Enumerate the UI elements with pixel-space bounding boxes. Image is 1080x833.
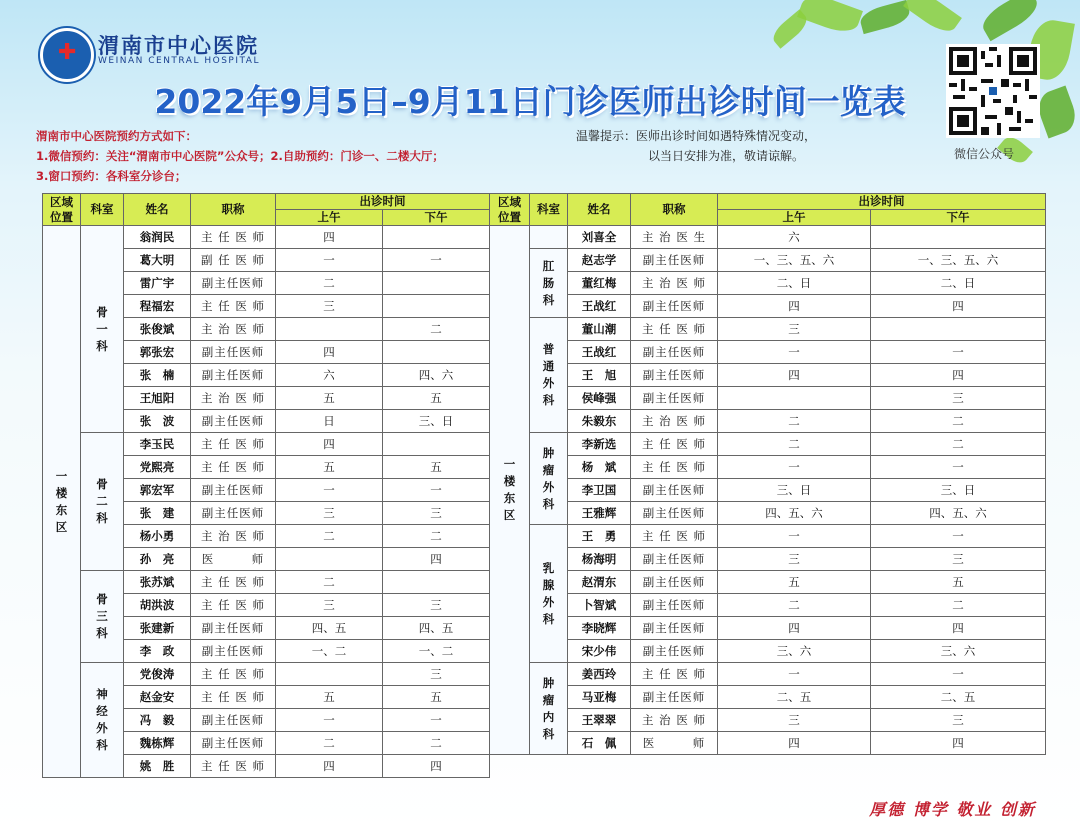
dept-cell (530, 249, 568, 318)
table-row (490, 387, 1046, 410)
am-slot: 二 (718, 410, 871, 433)
doctor-name: 姜西玲 (568, 663, 631, 686)
am-slot: 四 (718, 617, 871, 640)
pm-slot: 三 (871, 548, 1046, 571)
header-time: 出诊时间 (718, 194, 1046, 210)
doctor-name: 李晓辉 (568, 617, 631, 640)
doctor-name: 李新选 (568, 433, 631, 456)
doctor-name: 刘喜全 (568, 226, 631, 249)
doctor-name: 王 旭 (568, 364, 631, 387)
am-slot: 三 (718, 548, 871, 571)
am-slot: 二、五 (718, 686, 871, 709)
am-slot: 四、五、六 (718, 502, 871, 525)
dept-cell (81, 663, 124, 778)
pm-slot: 二 (383, 525, 490, 548)
pm-slot: 一、三、五、六 (871, 249, 1046, 272)
am-slot: 日 (276, 410, 383, 433)
doctor-name: 姚 胜 (124, 755, 191, 778)
table-row (490, 663, 1046, 686)
doctor-title: 主 治 医 师 (631, 709, 718, 732)
pm-slot: 一 (383, 709, 490, 732)
doctor-title: 主 任 医 师 (191, 295, 276, 318)
am-slot: 三 (718, 709, 871, 732)
am-slot: 四 (718, 732, 871, 755)
am-slot: 二 (718, 433, 871, 456)
table-row (490, 732, 1046, 755)
pm-slot: 四、五、六 (871, 502, 1046, 525)
hospital-motto: 厚德 博学 敬业 创新 (869, 800, 1036, 819)
doctor-title: 副主任医师 (631, 387, 718, 410)
am-slot: 三、六 (718, 640, 871, 663)
notice-tip (576, 126, 816, 166)
doctor-title: 主 任 医 师 (631, 433, 718, 456)
table-row (490, 709, 1046, 732)
pm-slot: 五 (383, 387, 490, 410)
pm-slot: 二 (383, 318, 490, 341)
doctor-name: 王战红 (568, 341, 631, 364)
pm-slot: 一、二 (383, 640, 490, 663)
doctor-title: 副主任医师 (631, 364, 718, 387)
doctor-title: 副主任医师 (631, 617, 718, 640)
dept-cell (530, 318, 568, 433)
am-slot (718, 387, 871, 410)
table-row (43, 663, 490, 686)
doctor-title: 副主任医师 (631, 686, 718, 709)
header-dept: 科室 (530, 194, 568, 226)
table-row (490, 295, 1046, 318)
am-slot: 一 (276, 709, 383, 732)
pm-slot (383, 571, 490, 594)
am-slot: 二 (276, 272, 383, 295)
pm-slot: 三 (383, 663, 490, 686)
pm-slot: 二 (871, 594, 1046, 617)
pm-slot (383, 226, 490, 249)
tip-line: 以当日安排为准，敬请谅解。 (648, 149, 805, 163)
doctor-name: 杨 斌 (568, 456, 631, 479)
doctor-title: 副主任医师 (631, 249, 718, 272)
doctor-title: 主 任 医 师 (191, 226, 276, 249)
doctor-title: 主 任 医 师 (191, 663, 276, 686)
doctor-title: 主 治 医 师 (191, 525, 276, 548)
am-slot: 五 (718, 571, 871, 594)
am-slot: 二 (276, 525, 383, 548)
dept-label: 肛肠科 (542, 258, 555, 307)
doctor-title: 副主任医师 (191, 341, 276, 364)
dept-label: 骨三科 (96, 592, 108, 640)
doctor-name: 李玉民 (124, 433, 191, 456)
doctor-title: 副主任医师 (631, 341, 718, 364)
am-slot: 四 (276, 433, 383, 456)
doctor-title: 主 任 医 师 (631, 456, 718, 479)
doctor-title: 副主任医师 (631, 548, 718, 571)
schedule-table-left (42, 193, 490, 778)
doctor-title: 副主任医师 (631, 295, 718, 318)
header-zone (43, 194, 81, 226)
doctor-name: 王战红 (568, 295, 631, 318)
dept-label: 神经外科 (96, 687, 108, 752)
doctor-title: 主 治 医 师 (631, 272, 718, 295)
doctor-name: 王翠翠 (568, 709, 631, 732)
doctor-name: 杨小勇 (124, 525, 191, 548)
header-am: 上午 (276, 210, 383, 226)
header-zone-text: 区域位置 (498, 194, 521, 224)
doctor-title: 副主任医师 (191, 272, 276, 295)
doctor-title: 主 任 医 师 (631, 525, 718, 548)
am-slot: 三 (276, 295, 383, 318)
doctor-title: 主 任 医 师 (191, 456, 276, 479)
doctor-name: 董红梅 (568, 272, 631, 295)
doctor-name: 董山潮 (568, 318, 631, 341)
doctor-name: 张 楠 (124, 364, 191, 387)
hospital-logo: ✚ (40, 28, 94, 82)
doctor-name: 李卫国 (568, 479, 631, 502)
header-name: 姓名 (568, 194, 631, 226)
doctor-name: 张俊斌 (124, 318, 191, 341)
doctor-title: 副主任医师 (191, 617, 276, 640)
doctor-title: 副主任医师 (191, 709, 276, 732)
doctor-title: 主 治 医 生 (631, 226, 718, 249)
am-slot: 三、日 (718, 479, 871, 502)
doctor-name: 葛大明 (124, 249, 191, 272)
booking-line: 1.微信预约：关注“渭南市中心医院”公众号；2.自助预约：门诊一、二楼大厅； (36, 149, 444, 163)
booking-info (36, 126, 444, 186)
pm-slot: 四 (871, 295, 1046, 318)
table-row (43, 226, 490, 249)
header-time: 出诊时间 (276, 194, 490, 210)
doctor-title: 主 治 医 师 (191, 387, 276, 410)
pm-slot: 一 (871, 341, 1046, 364)
doctor-name: 程福宏 (124, 295, 191, 318)
pm-slot (871, 318, 1046, 341)
pm-slot (871, 226, 1046, 249)
table-row (490, 226, 1046, 249)
booking-heading: 渭南市中心医院预约方式如下： (36, 129, 197, 143)
doctor-title: 医 师 (191, 548, 276, 571)
dept-label: 普通外科 (542, 342, 555, 407)
doctor-name: 郭张宏 (124, 341, 191, 364)
doctor-title: 副主任医师 (191, 502, 276, 525)
doctor-name: 张 波 (124, 410, 191, 433)
doctor-title: 主 任 医 师 (191, 571, 276, 594)
header-pm: 下午 (383, 210, 490, 226)
table-row (490, 479, 1046, 502)
doctor-name: 赵金安 (124, 686, 191, 709)
zone-cell (43, 226, 81, 778)
table-row (490, 617, 1046, 640)
pm-slot: 五 (383, 686, 490, 709)
doctor-name: 石 佩 (568, 732, 631, 755)
dept-label: 骨二科 (96, 477, 108, 525)
zone-label: 一楼东区 (503, 457, 516, 522)
doctor-title: 医 师 (631, 732, 718, 755)
am-slot: 四 (718, 364, 871, 387)
pm-slot: 四 (383, 548, 490, 571)
table-row (43, 433, 490, 456)
pm-slot: 二 (871, 433, 1046, 456)
table-row (490, 548, 1046, 571)
am-slot: 一 (718, 525, 871, 548)
header-pm: 下午 (871, 210, 1046, 226)
table-row (490, 686, 1046, 709)
doctor-title: 副主任医师 (191, 364, 276, 387)
page-title-text: 2022年9月5日–9月11日门诊医师出诊时间一览表 (154, 82, 906, 121)
header-name: 姓名 (124, 194, 191, 226)
qr-code (946, 44, 1040, 138)
hospital-name-en: WEINAN CENTRAL HOSPITAL (98, 56, 260, 66)
doctor-name: 马亚梅 (568, 686, 631, 709)
table-row (490, 318, 1046, 341)
doctor-name: 冯 毅 (124, 709, 191, 732)
pm-slot: 三 (383, 502, 490, 525)
doctor-name: 雷广宇 (124, 272, 191, 295)
am-slot: 六 (718, 226, 871, 249)
doctor-name: 张 建 (124, 502, 191, 525)
dept-cell (530, 433, 568, 525)
doctor-name: 王 勇 (568, 525, 631, 548)
doctor-title: 主 治 医 师 (631, 410, 718, 433)
header-title: 职称 (631, 194, 718, 226)
am-slot (276, 548, 383, 571)
doctor-title: 主 任 医 师 (631, 663, 718, 686)
zone-cell (490, 226, 530, 755)
am-slot: 四 (276, 226, 383, 249)
doctor-name: 赵志学 (568, 249, 631, 272)
header-dept: 科室 (81, 194, 124, 226)
doctor-title: 副主任医师 (631, 640, 718, 663)
table-row (490, 640, 1046, 663)
dept-label: 肿瘤内科 (542, 675, 555, 741)
pm-slot: 五 (383, 456, 490, 479)
pm-slot: 四 (383, 755, 490, 778)
booking-line: 3.窗口预约：各科室分诊台； (36, 169, 187, 183)
am-slot: 一 (276, 249, 383, 272)
am-slot: 四、五 (276, 617, 383, 640)
table-row (490, 272, 1046, 295)
am-slot: 一 (718, 456, 871, 479)
doctor-title: 副主任医师 (191, 410, 276, 433)
doctor-name: 李 政 (124, 640, 191, 663)
table-row (490, 594, 1046, 617)
pm-slot: 二、日 (871, 272, 1046, 295)
doctor-name: 朱毅东 (568, 410, 631, 433)
dept-cell (81, 571, 124, 663)
doctor-name: 卜智斌 (568, 594, 631, 617)
doctor-title: 副主任医师 (631, 594, 718, 617)
pm-slot: 三、日 (383, 410, 490, 433)
am-slot: 五 (276, 456, 383, 479)
doctor-name: 侯峰强 (568, 387, 631, 410)
doctor-name: 张建新 (124, 617, 191, 640)
am-slot: 二 (276, 732, 383, 755)
doctor-title: 主 任 医 师 (631, 318, 718, 341)
table-row (490, 571, 1046, 594)
doctor-name: 孙 亮 (124, 548, 191, 571)
dept-label: 乳腺外科 (542, 560, 555, 626)
am-slot: 四 (718, 295, 871, 318)
table-row (490, 433, 1046, 456)
doctor-name: 党熙亮 (124, 456, 191, 479)
pm-slot: 一 (383, 479, 490, 502)
doctor-title: 主 任 医 师 (191, 433, 276, 456)
pm-slot: 一 (383, 249, 490, 272)
am-slot: 一 (718, 341, 871, 364)
header-zone (490, 194, 530, 226)
am-slot: 二 (718, 594, 871, 617)
table-row (490, 502, 1046, 525)
pm-slot: 二 (871, 410, 1046, 433)
doctor-title: 主 任 医 师 (191, 594, 276, 617)
pm-slot: 二、五 (871, 686, 1046, 709)
doctor-title: 副主任医师 (191, 732, 276, 755)
am-slot: 三 (276, 502, 383, 525)
table-row (490, 456, 1046, 479)
am-slot: 一 (718, 663, 871, 686)
am-slot: 四 (276, 755, 383, 778)
doctor-title: 主 治 医 师 (191, 318, 276, 341)
header-title: 职称 (191, 194, 276, 226)
pm-slot: 三、日 (871, 479, 1046, 502)
pm-slot (383, 341, 490, 364)
doctor-title: 副主任医师 (631, 502, 718, 525)
dept-cell (530, 226, 568, 249)
doctor-name: 赵渭东 (568, 571, 631, 594)
doctor-title: 副主任医师 (191, 640, 276, 663)
pm-slot (383, 272, 490, 295)
dept-cell (530, 663, 568, 755)
doctor-name: 王雅辉 (568, 502, 631, 525)
am-slot: 六 (276, 364, 383, 387)
pm-slot: 三 (383, 594, 490, 617)
pm-slot: 五 (871, 571, 1046, 594)
am-slot: 三 (276, 594, 383, 617)
pm-slot: 四 (871, 732, 1046, 755)
doctor-name: 宋少伟 (568, 640, 631, 663)
hospital-name-cn: 渭南市中心医院 (98, 34, 259, 58)
pm-slot: 二 (383, 732, 490, 755)
table-row (490, 341, 1046, 364)
doctor-title: 副 任 医 师 (191, 249, 276, 272)
doctor-name: 党俊涛 (124, 663, 191, 686)
doctor-title: 主 任 医 师 (191, 755, 276, 778)
dept-cell (530, 525, 568, 663)
pm-slot: 三 (871, 709, 1046, 732)
pm-slot: 四 (871, 617, 1046, 640)
pm-slot: 一 (871, 456, 1046, 479)
header-zone-text: 区域位置 (50, 194, 73, 224)
table-row (490, 525, 1046, 548)
doctor-name: 翁润民 (124, 226, 191, 249)
am-slot: 一、三、五、六 (718, 249, 871, 272)
am-slot: 三 (718, 318, 871, 341)
am-slot: 二、日 (718, 272, 871, 295)
am-slot: 一 (276, 479, 383, 502)
dept-cell (81, 226, 124, 433)
am-slot: 五 (276, 387, 383, 410)
table-row (490, 410, 1046, 433)
am-slot: 二 (276, 571, 383, 594)
am-slot (276, 318, 383, 341)
dept-cell (81, 433, 124, 571)
pm-slot: 四 (871, 364, 1046, 387)
doctor-title: 主 任 医 师 (191, 686, 276, 709)
schedule-table-right (489, 193, 1046, 755)
pm-slot: 三 (871, 387, 1046, 410)
doctor-name: 杨海明 (568, 548, 631, 571)
doctor-name: 郭宏军 (124, 479, 191, 502)
qr-label: 微信公众号 (954, 147, 1015, 161)
header-am: 上午 (718, 210, 871, 226)
am-slot: 一、二 (276, 640, 383, 663)
table-row (490, 364, 1046, 387)
doctor-title: 副主任医师 (191, 479, 276, 502)
zone-label: 一楼东区 (55, 468, 68, 534)
page-title (0, 76, 1080, 123)
table-row (43, 571, 490, 594)
pm-slot: 四、五 (383, 617, 490, 640)
doctor-title: 副主任医师 (631, 479, 718, 502)
am-slot: 五 (276, 686, 383, 709)
dept-label: 骨一科 (96, 304, 108, 353)
doctor-name: 魏栋辉 (124, 732, 191, 755)
pm-slot (383, 433, 490, 456)
pm-slot: 四、六 (383, 364, 490, 387)
am-slot: 四 (276, 341, 383, 364)
pm-slot (383, 295, 490, 318)
dept-label: 肿瘤外科 (542, 445, 555, 511)
pm-slot: 一 (871, 663, 1046, 686)
doctor-name: 胡洪波 (124, 594, 191, 617)
table-row (490, 249, 1046, 272)
doctor-title: 副主任医师 (631, 571, 718, 594)
doctor-name: 张苏斌 (124, 571, 191, 594)
am-slot (276, 663, 383, 686)
tip-line: 温馨提示：医师出诊时间如遇特殊情况变动， (576, 129, 817, 143)
pm-slot: 一 (871, 525, 1046, 548)
doctor-name: 王旭阳 (124, 387, 191, 410)
pm-slot: 三、六 (871, 640, 1046, 663)
